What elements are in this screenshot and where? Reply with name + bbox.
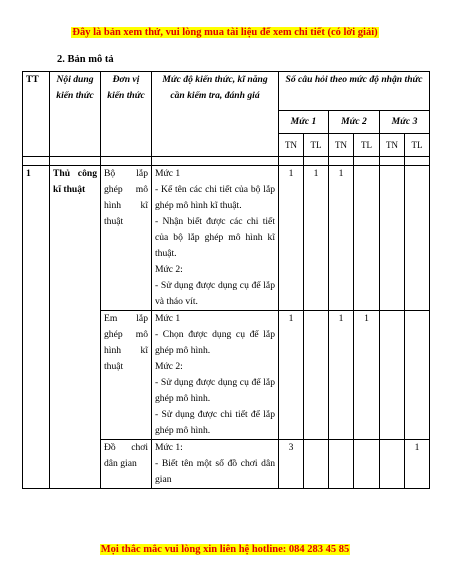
count-cell: 1	[329, 311, 354, 440]
count-cell	[405, 311, 430, 440]
specification-table	[22, 71, 430, 489]
unit-name: Bộ lắp ghép mô hình kĩ thuật	[101, 166, 152, 311]
header-tl: TL	[354, 134, 380, 157]
count-cell: 3	[279, 440, 304, 489]
requirement-line: - Sử dụng được dụng cụ để lắp và tháo vít.	[155, 280, 275, 307]
count-cell	[304, 311, 329, 440]
count-cell	[354, 166, 380, 311]
requirement-line: - Nhận biết được các chi tiết của bộ lắp ghép mô hình kĩ thuật.	[155, 216, 275, 259]
count-cell: 1	[405, 440, 430, 489]
requirement-line: - Sử dụng được dụng cụ để lắp ghép mô hình.	[155, 377, 275, 404]
section-title: 2. Bản mô tả	[57, 54, 114, 65]
topic-index: 1	[23, 166, 50, 489]
requirement-line: Mức 1	[155, 168, 181, 179]
requirement-line: - Chọn được dụng cụ để lắp ghép mô hình.	[155, 329, 275, 356]
unit-requirements	[152, 166, 279, 311]
count-cell	[354, 440, 380, 489]
requirement-line: - Biết tên một số đồ chơi dân gian	[155, 458, 275, 485]
count-cell: 1	[279, 311, 304, 440]
table-row	[23, 166, 430, 311]
unit-name: Đồ chơi dân gian	[101, 440, 152, 489]
header-level1: Mức 1	[279, 111, 329, 134]
header-tl: TL	[304, 134, 329, 157]
count-cell: 1	[279, 166, 304, 311]
unit-requirements	[152, 440, 279, 489]
count-cell: 1	[354, 311, 380, 440]
header-level3: Mức 3	[380, 111, 430, 134]
requirement-line: Mức 1	[155, 313, 181, 324]
count-cell	[380, 440, 405, 489]
unit-name: Em lắp ghép mô hình kĩ thuật	[101, 311, 152, 440]
header-level2: Mức 2	[329, 111, 380, 134]
hotline-text: Mọi thắc mắc vui lòng xin liên hệ hotline: 084 283 45 85	[100, 544, 350, 555]
count-cell: 1	[304, 166, 329, 311]
header-tl: TL	[405, 134, 430, 157]
header-tt: TT	[23, 72, 50, 157]
count-cell	[329, 440, 354, 489]
requirement-line: - Kể tên các chi tiết của bộ lắp ghép mô hình kĩ thuật.	[155, 184, 275, 211]
header-unit: Đơn vị kiến thức	[101, 72, 152, 157]
count-cell: 1	[329, 166, 354, 311]
preview-notice-banner	[0, 27, 450, 38]
spacer-row	[23, 157, 430, 166]
count-cell	[380, 166, 405, 311]
header-tn: TN	[279, 134, 304, 157]
count-cell	[304, 440, 329, 489]
requirement-line: Mức 2:	[155, 361, 183, 372]
header-content: Nội dung kiến thức	[50, 72, 101, 157]
header-question-count: Số câu hỏi theo mức độ nhận thức	[279, 72, 430, 111]
requirement-line: Mức 2:	[155, 264, 183, 275]
hotline-banner	[0, 544, 450, 555]
preview-notice-text: Đây là bản xem thử, vui lòng mua tài liệu để xem chi tiết (có lời giải)	[72, 27, 378, 38]
unit-requirements	[152, 311, 279, 440]
count-cell	[380, 311, 405, 440]
header-requirement: Mức độ kiến thức, kĩ năng cần kiểm tra, đánh giá	[152, 72, 279, 157]
header-row	[23, 72, 430, 111]
header-tn: TN	[380, 134, 405, 157]
requirement-line: Mức 1:	[155, 442, 183, 453]
header-tn: TN	[329, 134, 354, 157]
topic-name: Thủ công kĩ thuật	[50, 166, 101, 489]
requirement-line: - Sử dụng được chi tiết để lắp ghép mô hình.	[155, 409, 275, 436]
count-cell	[405, 166, 430, 311]
